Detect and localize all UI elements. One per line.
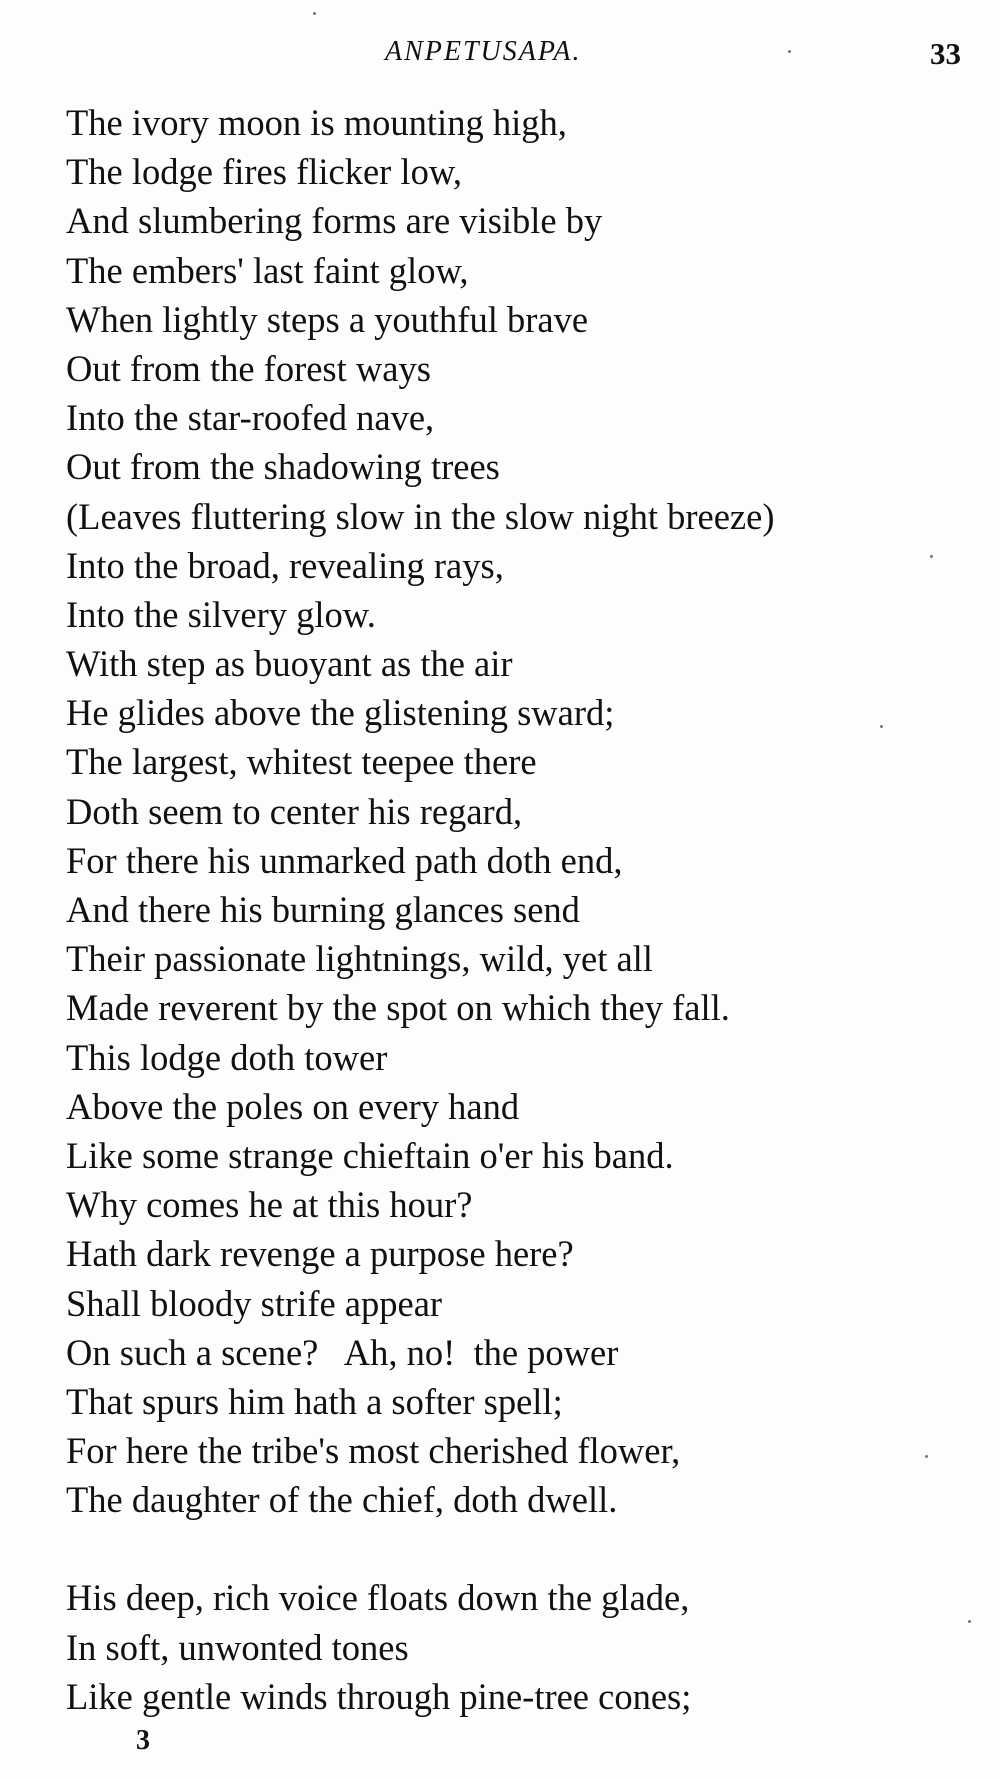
poem-line: Doth seem to center his regard, <box>66 790 523 832</box>
running-head <box>0 28 1000 78</box>
dust-speck <box>788 50 791 53</box>
dust-speck <box>313 12 316 15</box>
dust-speck <box>880 725 883 728</box>
poem-line: For here the tribe's most cherished flower, <box>66 1430 681 1472</box>
poem-line: The lodge fires flicker low, <box>66 151 462 193</box>
poem-line: And slumbering forms are visible by <box>66 200 603 242</box>
poem-line: The ivory moon is mounting high, <box>66 102 567 143</box>
poem-line: The embers' last faint glow, <box>66 249 469 291</box>
poem-line: Into the broad, revealing rays, <box>66 544 504 586</box>
dust-speck <box>930 555 933 558</box>
poem-line: When lightly steps a youthful brave <box>66 298 589 340</box>
poem-line: His deep, rich voice floats down the glade, <box>66 1577 690 1619</box>
poem-line: Into the silvery glow. <box>66 593 376 635</box>
dust-speck <box>968 1620 971 1623</box>
poem-body <box>66 98 966 1721</box>
poem-line: On such a scene? Ah, no! the power <box>66 1331 619 1373</box>
poem-line: The largest, whitest teepee there <box>66 741 537 783</box>
poem-line: Above the poles on every hand <box>66 1085 520 1127</box>
poem-line: Why comes he at this hour? <box>66 1184 473 1226</box>
poem-line: In soft, unwonted tones <box>66 1626 409 1668</box>
poem-line: He glides above the glistening sward; <box>66 692 615 734</box>
poem-line: Like some strange chieftain o'er his band. <box>66 1134 674 1176</box>
poem-line: Out from the shadowing trees <box>66 446 500 488</box>
page-number: 33 <box>930 36 961 71</box>
poem-line: That spurs him hath a softer spell; <box>66 1380 563 1422</box>
poem-line: Hath dark revenge a purpose here? <box>66 1233 574 1275</box>
poem-line: This lodge doth tower <box>66 1036 388 1078</box>
running-title: ANPETUSAPA. <box>385 36 582 67</box>
poem-line: And there his burning glances send <box>66 889 580 930</box>
poem-line: Into the star-roofed nave, <box>66 397 435 439</box>
stanza-2 <box>66 1573 966 1721</box>
poem-line: The daughter of the chief, doth dwell. <box>66 1479 618 1521</box>
poem-line: Out from the forest ways <box>66 347 431 389</box>
poem-line: Like gentle winds through pine-tree cones; <box>66 1675 692 1717</box>
poem-line: With step as buoyant as the air <box>66 643 513 685</box>
poem-line: Made reverent by the spot on which they fall. <box>66 987 730 1029</box>
dust-speck <box>925 1455 928 1458</box>
stanza-1 <box>66 98 966 1524</box>
poem-line: (Leaves fluttering slow in the slow night breeze) <box>66 495 775 537</box>
poem-line: Their passionate lightnings, wild, yet all <box>66 938 653 980</box>
poem-line: Shall bloody strife appear <box>66 1282 443 1324</box>
signature-mark: 3 <box>136 1725 150 1756</box>
poem-line: For there his unmarked path doth end, <box>66 839 623 881</box>
